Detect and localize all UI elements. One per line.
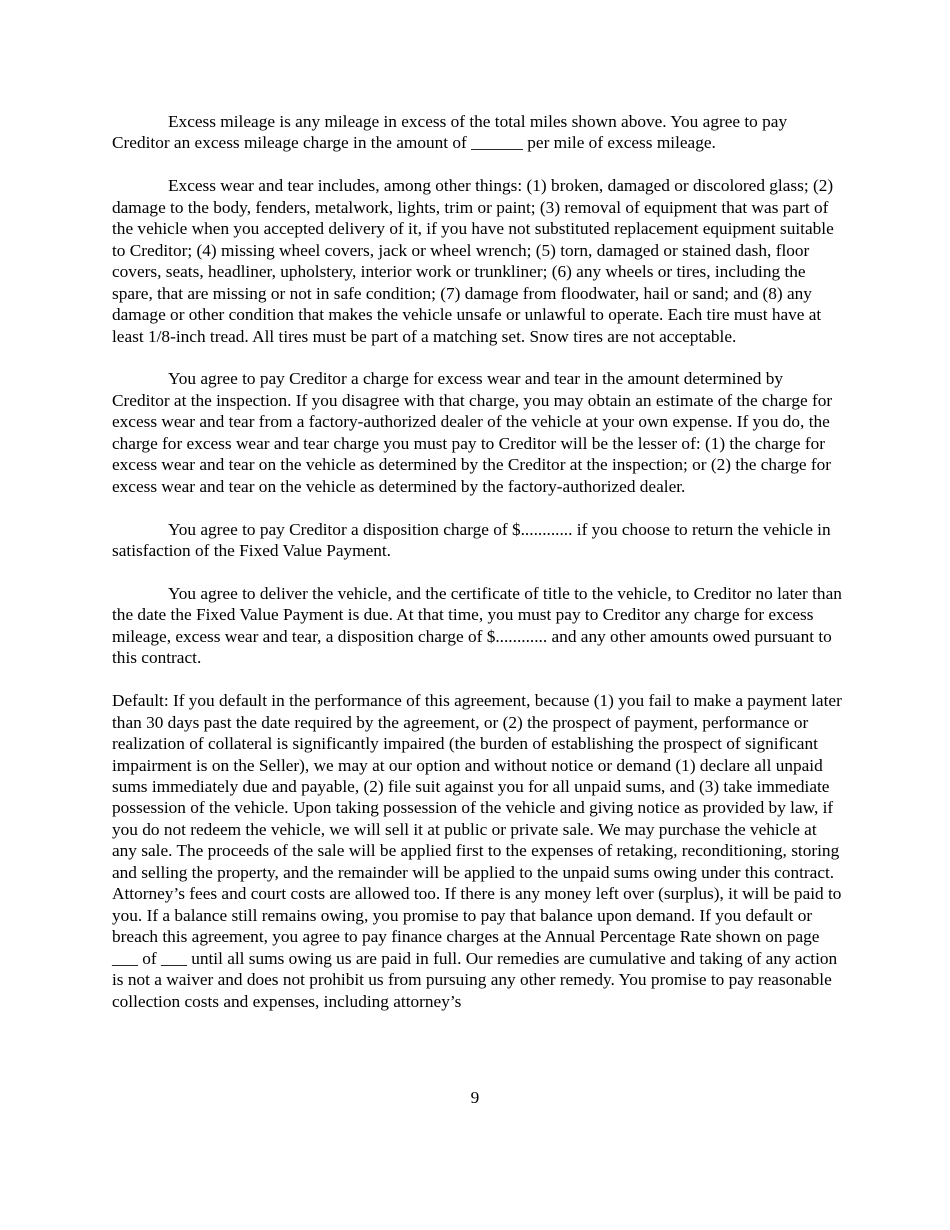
page-number: 9	[470, 1088, 480, 1107]
paragraph-excess-mileage: Excess mileage is any mileage in excess of the total miles shown above. You agree to pay Creditor an excess mileage charge in the amount of ______ per mile of excess mileage.	[112, 112, 788, 153]
document-page	[112, 111, 842, 1012]
paragraph-default: Default: If you default in the performance of this agreement, because (1) you fail to make a payment later than 30 days past the date required by the agreement, or (2) the prospect of payment, performance or realization of collateral is significantly impaired (the burden of establishing the prospect of significant impairment is on the Seller), we may at our option and without notice or demand (1) declare all unpaid sums immediately due and payable, (2) file suit against you for all unpaid sums, and (3) take immediate possession of the vehicle. Upon taking possession of the vehicle and giving notice as provided by law, if you do not redeem the vehicle, we will sell it at public or private sale. We may purchase the vehicle at any sale. The proceeds of the sale will be applied first to the expenses of retaking, reconditioning, storing and selling the property, and the remainder will be applied to the unpaid sums owing under this contract. Attorney’s fees and court costs are allowed too. If there is any money left over (surplus), it will be paid to you. If a balance still remains owing, you promise to pay that balance upon demand. If you default or breach this agreement, you agree to pay finance charges at the Annual Percentage Rate shown on page ___ of ___ until all sums owing us are paid in full. Our remedies are cumulative and taking of any action is not a waiver and does not prohibit us from pursuing any other remedy. You promise to pay reasonable collection costs and expenses, including attorney’s	[112, 691, 842, 1011]
paragraph-vehicle-delivery: You agree to deliver the vehicle, and the certificate of title to the vehicle, to Creditor no later than the date the Fixed Value Payment is due. At that time, you must pay to Creditor any charge for excess mileage, excess wear and tear, a disposition charge of $............ and any other amounts owed pursuant to this contract.	[112, 583, 842, 668]
paragraph-wear-and-tear-charge: You agree to pay Creditor a charge for excess wear and tear in the amount determined by Creditor at the inspection. If you disagree with that charge, you may obtain an estimate of the charge for excess wear and tear from a factory-authorized dealer of the vehicle at your own expense. If you do, the charge for excess wear and tear charge you must pay to Creditor will be the lesser of: (1) the charge for excess wear and tear on the vehicle as determined by the Creditor at the inspection; or (2) the charge for excess wear and tear on the vehicle as determined by the factory-authorized dealer.	[112, 369, 833, 496]
paragraph-excess-wear-and-tear: Excess wear and tear includes, among other things: (1) broken, damaged or discolored glass; (2) damage to the body, fenders, metalwork, lights, trim or paint; (3) removal of equipment that was part of the vehicle when you accepted delivery of it, if you have not substituted replacement equipment suitable to Creditor; (4) missing wheel covers, jack or wheel wrench; (5) torn, damaged or stained dash, floor covers, seats, headliner, upholstery, interior work or trunkliner; (6) any wheels or tires, including the spare, that are missing or not in safe condition; (7) damage from floodwater, hail or sand; and (8) any damage or other condition that makes the vehicle unsafe or unlawful to operate. Each tire must have at least 1/8-inch tread. All tires must be part of a matching set. Snow tires are not acceptable.	[112, 176, 834, 346]
paragraph-disposition-charge: You agree to pay Creditor a disposition charge of $............ if you choose to return the vehicle in satisfaction of the Fixed Value Payment.	[112, 519, 831, 561]
